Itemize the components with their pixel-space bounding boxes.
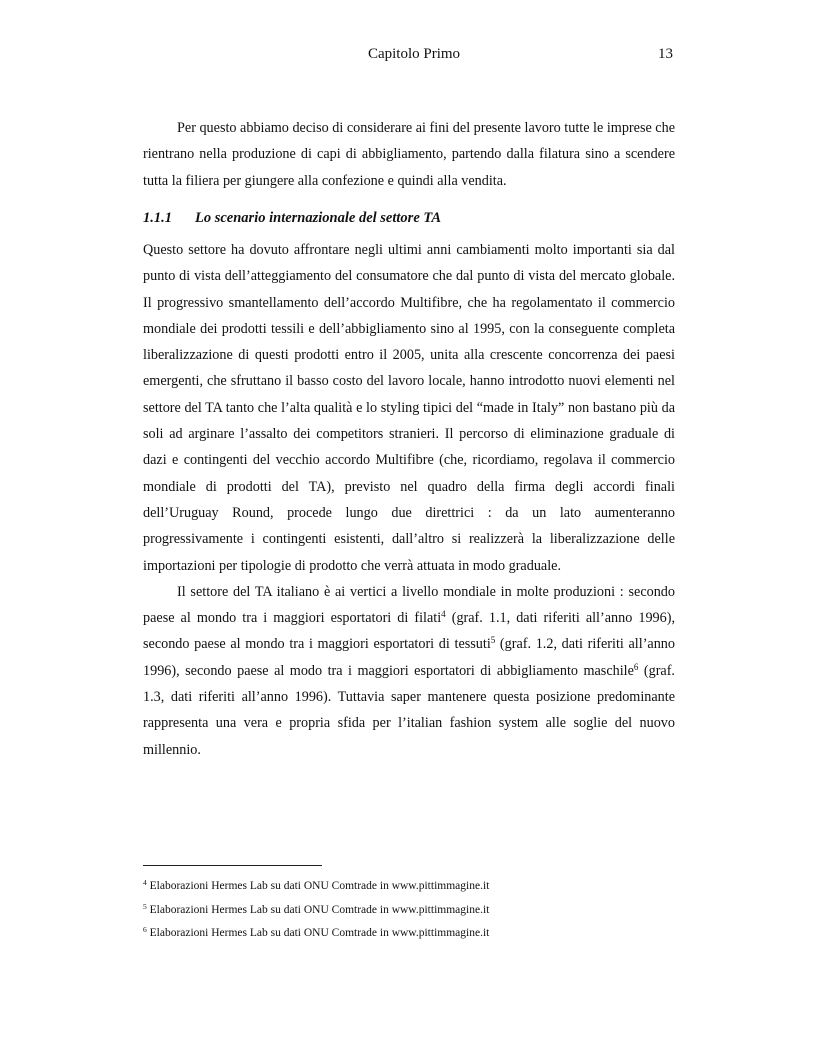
footnote-number: 5 [143, 901, 147, 911]
footnote [143, 927, 675, 951]
footnote-text: Elaborazioni Hermes Lab su dati ONU Comtrade in www.pittimmagine.it [146, 903, 490, 916]
intro-section [143, 115, 675, 194]
footnote-divider [143, 865, 322, 866]
section-title: Lo scenario internazionale del settore TA [195, 210, 442, 226]
paragraph-text: (graf. 1.3, dati riferiti all’anno 1996). Tuttavia saper mantenere questa posizione predominante rappresenta una vera e propria sfida per l’italian fashion system alle soglie del nuovo millennio. [143, 662, 675, 758]
footnote-text: Elaborazioni Hermes Lab su dati ONU Comtrade in www.pittimmagine.it [146, 880, 490, 892]
page-number: 13 [658, 46, 673, 62]
footnote-number: 6 [143, 925, 147, 934]
footnote [143, 880, 675, 904]
paragraph-text: (graf. 1.2, dati riferiti all’anno 1996), secondo paese al modo tra i maggiori esportatori di abbigliamento maschile [143, 636, 675, 679]
intro-paragraph: Per questo abbiamo deciso di considerare ai fini del presente lavoro tutte le imprese che rientrano nella produzione di capi di abbigliamento, partendo dalla filatura sino a scendere tutta la filiera per giungere alla confezione e quindi alla vendita. [143, 120, 675, 189]
footnote-text: Elaborazioni Hermes Lab su dati ONU Comtrade in www.pittimmagine.it [146, 927, 490, 939]
section-heading [143, 210, 441, 227]
footnote-reference[interactable]: 5 [490, 635, 496, 646]
footnote-reference[interactable]: 4 [441, 609, 446, 620]
footnote-reference[interactable]: 6 [633, 661, 639, 672]
footnotes [143, 880, 675, 951]
footnote-number: 4 [143, 878, 147, 887]
body-paragraph: Questo settore ha dovuto affrontare negli ultimi anni cambiamenti molto importanti sia dal punto di vista dell’atteggiamento del consumatore che dal punto di vista del mercato globale. Il progressivo smantellamento dell’accordo Multifibre, che ha regolamentato il commercio mondiale dei prodotti tessili e dell’abbigliamento sino al 1995, con la conseguente completa liberalizzazione di questi prodotti entro il 2005, unita alla crescente concorrenza dei paesi emergenti, che sfruttano il basso costo del lavoro locale, hanno introdotto nuovi elementi nel settore del TA tanto che l’alta qualità e lo styling tipici del “made in Italy” non bastano più da soli ad arginare l’assalto dei competitors stranieri. Il percorso di eliminazione graduale di dazi e contingenti del vecchio accordo Multifibre (che, ricordiamo, regolava il commercio mondiale di prodotti del TA), previsto nel quadro della firma degli accordi finali dell’Uruguay Round, procede lungo due direttrici : da un lato aumenteranno progressivamente i contingenti esistenti, dall’altro si realizzerà la liberalizzazione delle importazioni per tipologie di prodotto che verrà attuata in modo graduale. [143, 242, 675, 574]
page-header [0, 46, 816, 68]
paragraph-text: (graf. 1.1, dati riferiti all’anno 1996), secondo paese al mondo tra i maggiori esportatori di tessuti [143, 610, 675, 653]
main-body [143, 237, 675, 763]
paragraph-text: Il settore del TA italiano è ai vertici a livello mondiale in molte produzioni : secondo paese al mondo tra i maggiori esportatori di filati [143, 583, 675, 627]
section-number: 1.1.1 [143, 210, 172, 226]
body-paragraph-with-refs [143, 579, 675, 763]
running-header-title: Capitolo Primo [367, 46, 461, 62]
footnote [143, 901, 675, 928]
